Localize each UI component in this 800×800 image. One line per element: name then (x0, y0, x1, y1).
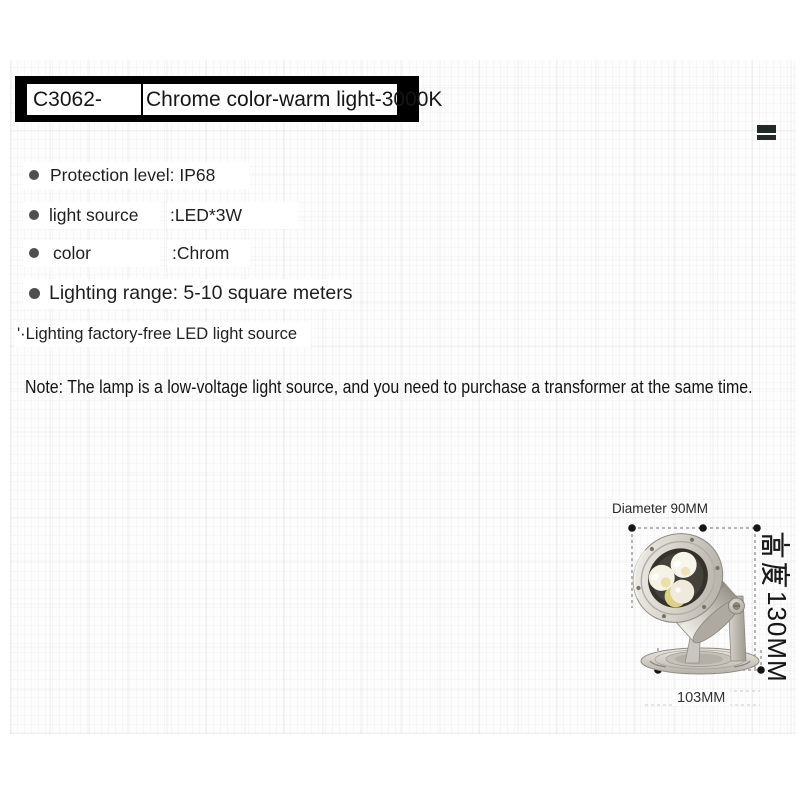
bullet-icon (29, 248, 39, 258)
spec-lighting-range: Lighting range: 5-10 square meters (49, 282, 353, 304)
height-label (761, 531, 792, 683)
cjk-du-glyph (763, 561, 791, 589)
diameter-label: Diameter 90MM (612, 501, 709, 516)
menu-lines-icon (757, 125, 776, 140)
spec-color-label: color (53, 243, 91, 263)
spec-row-bg (23, 240, 160, 267)
spec-light-source-label: light source (49, 205, 139, 225)
bullet-icon (29, 288, 40, 299)
bullet-icon (29, 170, 39, 180)
product-title: Chrome color-warm light-3000K (146, 88, 443, 111)
height-value: 130MM (762, 591, 792, 683)
spec-led-source-note: '·Lighting factory-free LED light source (17, 325, 298, 343)
cjk-gao-glyph (763, 531, 791, 559)
spec-color-value: :Chrom (172, 243, 230, 263)
note-text: Note: The lamp is a low-voltage light source, and you need to purchase a transformer at the same time. (25, 377, 753, 397)
menu-line-bottom (757, 135, 776, 140)
base-width-label: 103MM (672, 690, 730, 706)
bullet-icon (29, 210, 39, 220)
menu-line-top (757, 125, 776, 133)
pivot-knob (729, 598, 745, 614)
model-code: C3062- (33, 88, 102, 111)
spec-protection: Protection level: IP68 (50, 165, 216, 185)
spec-light-source-value: :LED*3W (170, 205, 242, 225)
